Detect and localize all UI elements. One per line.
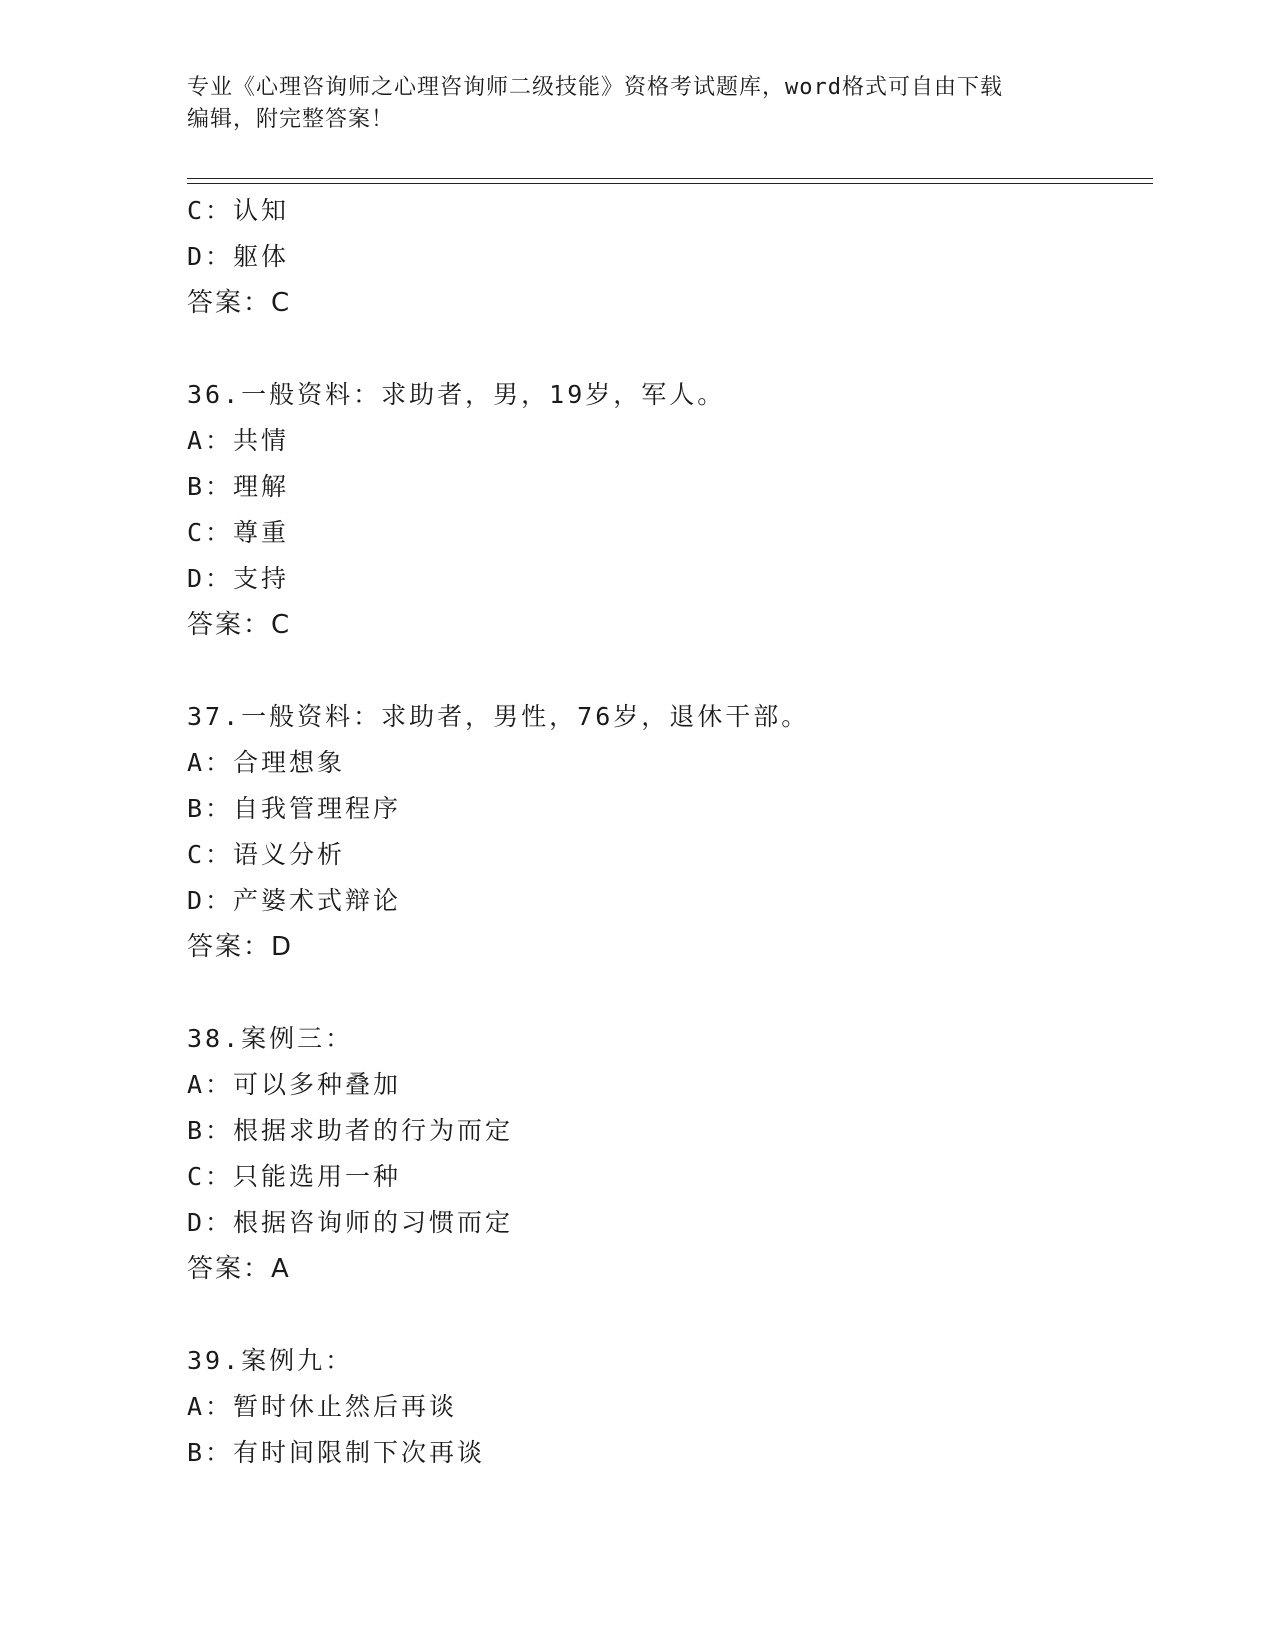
question-block-39	[187, 1338, 1147, 1476]
answer-line: 答案：D	[187, 932, 294, 962]
option-d: D：根据咨询师的习惯而定	[187, 1208, 514, 1237]
header-line-1: 专业《心理咨询师之心理咨询师二级技能》资格考试题库，word格式可自由下载	[187, 75, 1003, 100]
spacer	[187, 1292, 1147, 1338]
option-a: A：合理想象	[187, 748, 346, 777]
option-d: D：支持	[187, 564, 290, 593]
option-a: A：可以多种叠加	[187, 1070, 402, 1099]
header-line-2: 编辑，附完整答案！	[187, 107, 395, 132]
question-text: 37.一般资料：求助者，男性，76岁，退休干部。	[187, 702, 810, 731]
spacer	[187, 326, 1147, 372]
question-list	[187, 188, 1147, 1476]
answer-line: 答案：A	[187, 1254, 291, 1284]
question-text: 39.案例九：	[187, 1346, 354, 1375]
question-text: 38.案例三：	[187, 1024, 354, 1053]
header-divider-top	[187, 178, 1153, 179]
option-c: C：语义分析	[187, 840, 346, 869]
option-c: C：只能选用一种	[187, 1162, 402, 1191]
option-a: A：暂时休止然后再谈	[187, 1392, 458, 1421]
question-block-38	[187, 1016, 1147, 1292]
option-a: A：共情	[187, 426, 290, 455]
document-header	[187, 72, 1087, 136]
option-d: D：躯体	[187, 242, 290, 271]
option-b: B：自我管理程序	[187, 794, 402, 823]
question-block-35	[187, 188, 1147, 326]
answer-line: 答案：C	[187, 610, 292, 640]
spacer	[187, 648, 1147, 694]
question-block-36	[187, 372, 1147, 648]
option-d: D：产婆术式辩论	[187, 886, 402, 915]
header-divider-bottom	[187, 183, 1153, 184]
option-c: C：尊重	[187, 518, 290, 547]
question-text: 36.一般资料：求助者，男，19岁，军人。	[187, 380, 726, 409]
question-block-37	[187, 694, 1147, 970]
answer-line: 答案：C	[187, 288, 292, 318]
option-b: B：理解	[187, 472, 290, 501]
option-b: B：有时间限制下次再谈	[187, 1438, 486, 1467]
spacer	[187, 970, 1147, 1016]
option-b: B：根据求助者的行为而定	[187, 1116, 514, 1145]
option-c: C：认知	[187, 196, 290, 225]
